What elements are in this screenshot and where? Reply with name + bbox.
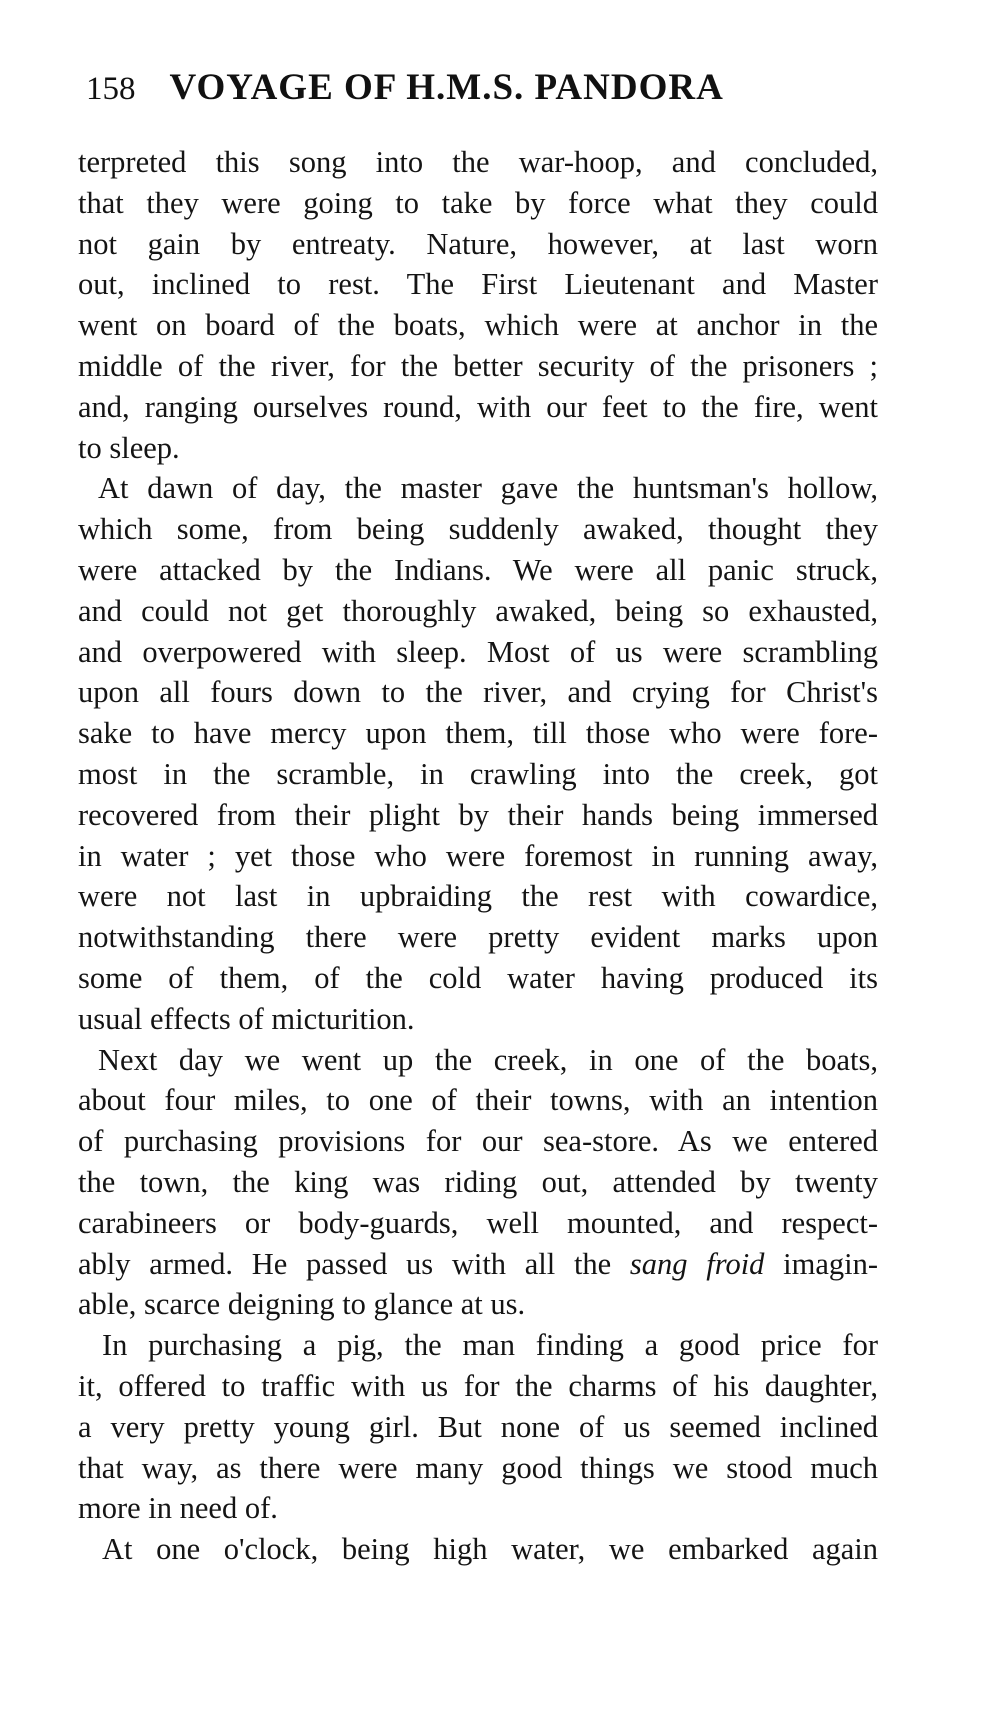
text-line: able, scarce deigning to glance at us. [78, 1287, 526, 1322]
text-line [78, 1244, 878, 1285]
text-line: most in the scramble, in crawling into the creek, got [78, 756, 878, 791]
text-line: went on board of the boats, which were at anchor in the [78, 308, 878, 343]
text-line: more in need of. [78, 1491, 278, 1526]
text-line: middle of the river, for the better security of the prisoners ; [78, 348, 878, 383]
text-line: usual effects of micturition. [78, 1001, 415, 1036]
text-line: of purchasing provisions for our sea-store. As we entered [78, 1124, 878, 1159]
text-run: imagin- [764, 1246, 879, 1281]
text-line: recovered from their plight by their hands being immersed [78, 797, 878, 832]
text-line: and could not get thoroughly awaked, being so exhausted, [78, 593, 878, 628]
text-line: sake to have mercy upon them, till those who were fore- [78, 716, 878, 751]
text-line: the town, the king was riding out, attended by twenty [78, 1164, 878, 1199]
page-number: 158 [86, 71, 136, 107]
text-line: upon all fours down to the river, and crying for Christ's [78, 675, 878, 710]
text-line: which some, from being suddenly awaked, thought they [78, 512, 878, 547]
text-line: and, ranging ourselves round, with our feet to the fire, went [78, 389, 878, 424]
body-text [78, 142, 878, 1570]
text-line: notwithstanding there were pretty evident marks upon [78, 920, 878, 955]
text-line: and overpowered with sleep. Most of us were scrambling [78, 634, 878, 669]
text-line: In purchasing a pig, the man finding a good price for [102, 1328, 878, 1363]
paragraph-5 [78, 1529, 878, 1570]
text-run: ably armed. He passed us with all the [78, 1246, 630, 1281]
text-line: in water ; yet those who were foremost in running away, [78, 838, 878, 873]
text-line: not gain by entreaty. Nature, however, at last worn [78, 226, 878, 261]
text-line: At one o'clock, being high water, we embarked again [102, 1532, 878, 1567]
text-line: At dawn of day, the master gave the huntsman's hollow, [98, 471, 878, 506]
text-line: terpreted this song into the war-hoop, and concluded, [78, 145, 878, 179]
paragraph-1 [78, 142, 878, 468]
text-line: to sleep. [78, 430, 180, 465]
running-title: VOYAGE OF H.M.S. PANDORA [169, 67, 724, 108]
text-line: about four miles, to one of their towns, with an intention [78, 1083, 878, 1118]
text-line: that they were going to take by force what they could [78, 185, 878, 220]
paragraph-4 [78, 1325, 878, 1529]
paragraph-2 [78, 468, 878, 1039]
italic-phrase: sang froid [629, 1246, 765, 1281]
paragraph-3 [78, 1040, 878, 1326]
text-line: Next day we went up the creek, in one of the boats, [98, 1042, 878, 1077]
text-line: were not last in upbraiding the rest with cowardice, [78, 879, 878, 914]
text-line: carabineers or body-guards, well mounted, and respect- [78, 1205, 878, 1240]
running-head [86, 66, 906, 126]
text-line: that way, as there were many good things we stood much [78, 1450, 878, 1485]
text-line: a very pretty young girl. But none of us seemed inclined [78, 1409, 878, 1444]
text-line: were attacked by the Indians. We were all panic struck, [78, 552, 878, 587]
text-line: some of them, of the cold water having produced its [78, 960, 878, 995]
text-line: it, offered to traffic with us for the charms of his daughter, [78, 1368, 878, 1403]
text-line: out, inclined to rest. The First Lieutenant and Master [78, 267, 878, 302]
